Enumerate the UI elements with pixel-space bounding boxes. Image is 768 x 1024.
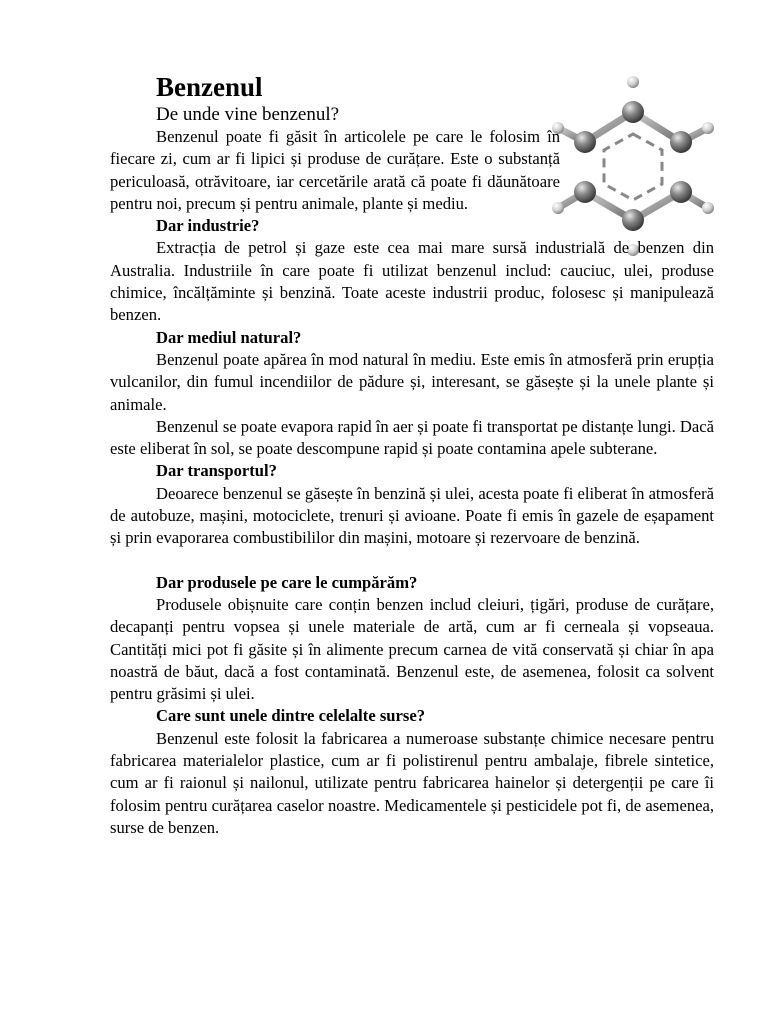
section-heading-transport: Dar transportul? bbox=[156, 461, 277, 481]
document-page bbox=[110, 70, 714, 839]
intro-paragraph: Benzenul poate fi găsit în articolele pe care le folosim în fiecare zi, cum ar fi lipici și produse de curățare. Este o substanță periculoasă, otrăvitoare, iar cercetările arată că poate fi dăunătoare pentru noi, precum și pentru animale, plante și mediu. bbox=[110, 127, 560, 213]
section-paragraph-industry: Extracția de petrol și gaze este cea mai mare sursă industrială de benzen din Australia. Industriile în care poate fi utilizat benzenul includ: cauciuc, ulei, produse chimice, încălțăminte și benzină. Toate aceste industrii produc, folosesc și manipulează benzen. bbox=[110, 238, 714, 325]
section-paragraph-natural: Benzenul poate apărea în mod natural în mediu. Este emis în atmosferă prin erupția vulcanilor, din fumul incendiilor de pădure și, interesant, se găsește și la unele plante și animale. bbox=[110, 349, 714, 414]
section-paragraph-products: Produsele obișnuite care conțin benzen includ cleiuri, țigări, produse de curățare, decapanți pentru vopsea și unele materiale de artă, cum ar fi cerneala și vopseaua. Cantități mici pot fi găsite și în alimente precum carnea de vită conservată și chiar în apa noastră de băut, dacă a fost contaminată. Benzenul este, de asemenea, folosit ca solvent pentru grăsimi și ulei. bbox=[110, 594, 714, 704]
page-title: Benzenul bbox=[156, 72, 263, 102]
section-heading-industry: Dar industrie? bbox=[156, 216, 260, 236]
section-paragraph-other-sources: Benzenul este folosit la fabricarea a numeroase substanțe chimice necesare pentru fabricarea materialelor plastice, cum ar fi polistirenul pentru ambalaje, fibrele sintetice, cum ar fi raionul și nailonul, utilizate pentru fabricarea hainelor și detergenții pe care îi folosim pentru curățarea caselor noastre. Medicamentele și pesticidele pot fi, de asemenea, surse de benzen. bbox=[110, 728, 714, 837]
section-paragraph-natural-2: Benzenul se poate evapora rapid în aer și poate fi transportat pe distanțe lungi. Dacă este eliberat în sol, se poate descompune rapid și poate contamina apele subterane. bbox=[110, 416, 714, 459]
section-paragraph-transport: Deoarece benzenul se găsește în benzină și ulei, acesta poate fi eliberat în atmosferă de autobuze, mașini, motociclete, trenuri și avioane. Poate fi emis în gazele de eșapament și prin evaporarea combustibililor din mașini, motoare și rezervoare de benzină. bbox=[110, 483, 714, 548]
section-heading-other-sources: Care sunt unele dintre celelalte surse? bbox=[156, 706, 426, 726]
blank-line bbox=[110, 550, 714, 572]
section-heading-natural: Dar mediul natural? bbox=[156, 327, 302, 347]
section-heading-products: Dar produsele pe care le cumpărăm? bbox=[156, 572, 418, 592]
page-subtitle: De unde vine benzenul? bbox=[156, 104, 340, 125]
